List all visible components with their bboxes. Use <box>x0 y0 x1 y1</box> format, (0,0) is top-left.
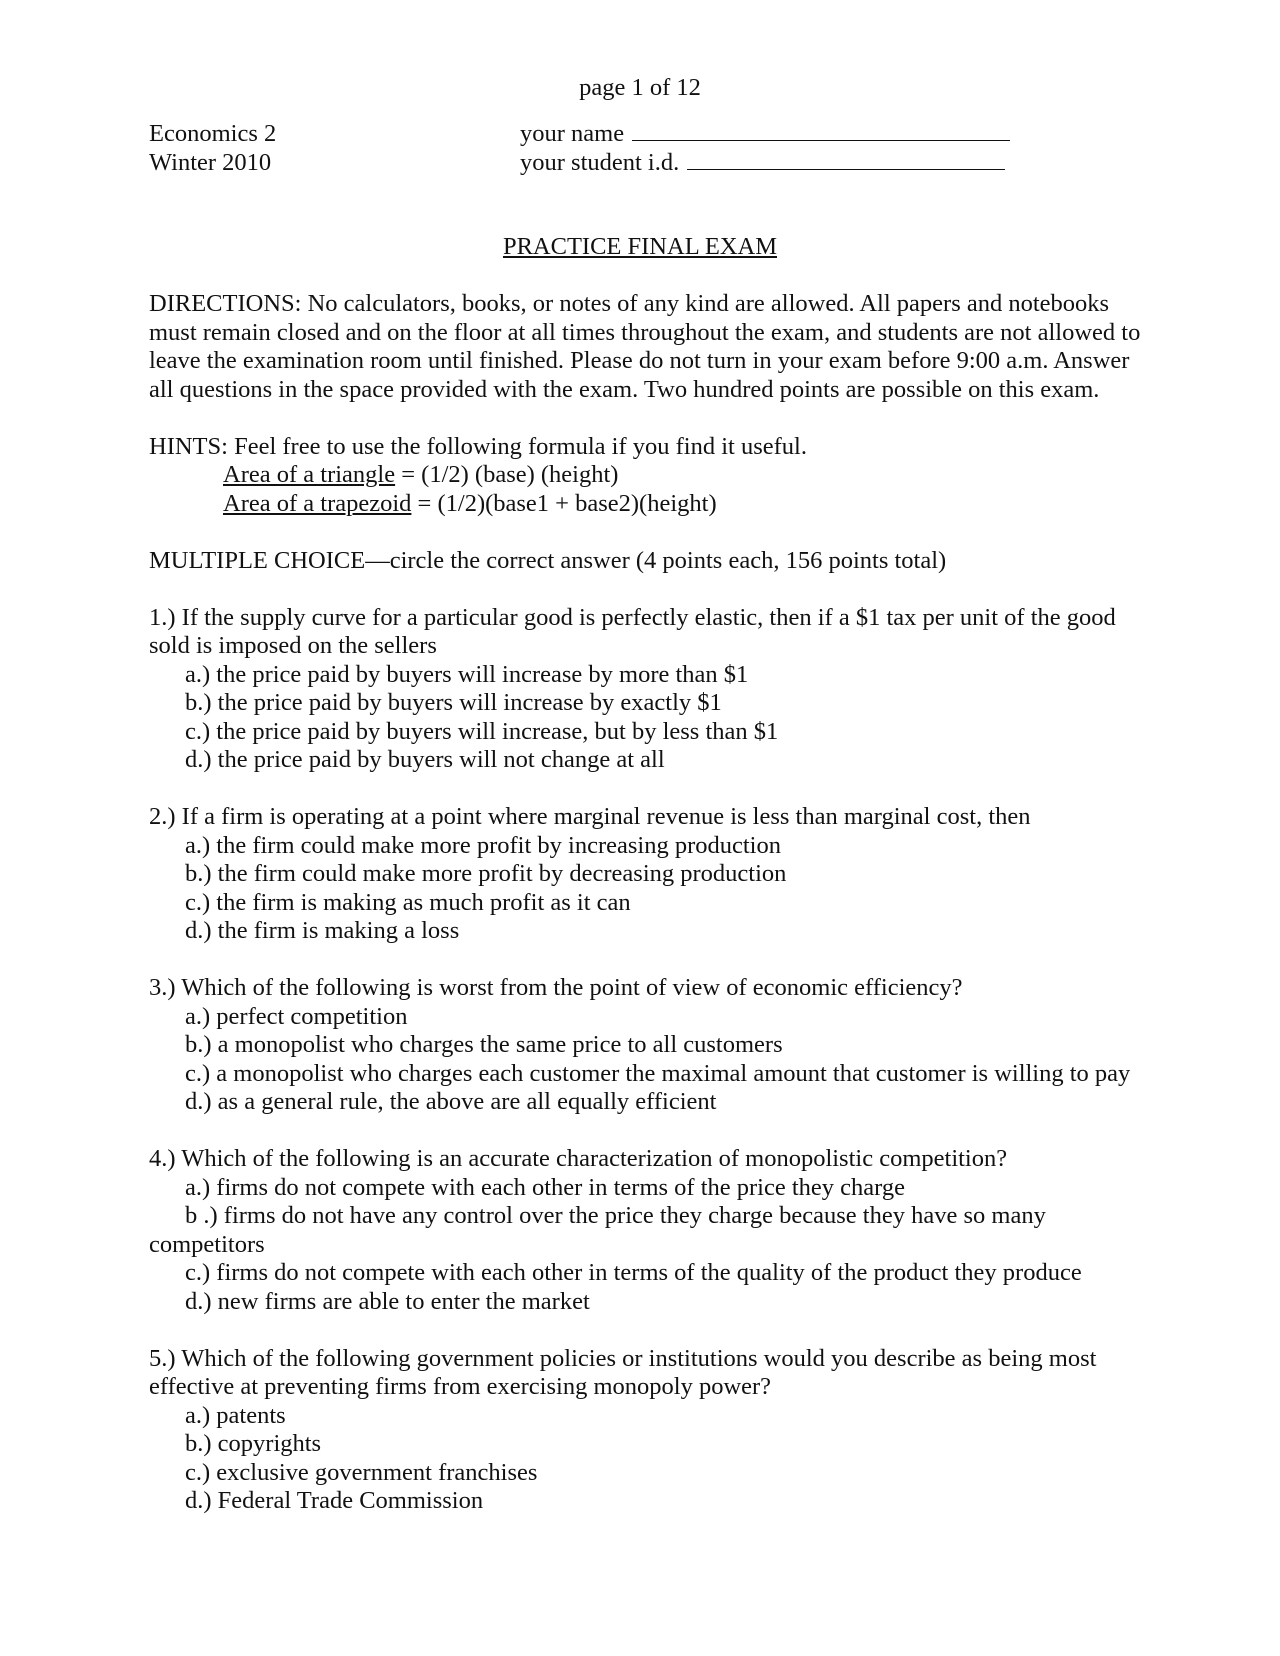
answer-option-continuation: competitors <box>149 1230 265 1258</box>
id-label: your student i.d. <box>520 148 680 176</box>
course-term: Winter 2010 <box>149 148 272 176</box>
trapezoid-label: Area of a trapezoid <box>223 489 412 517</box>
answer-option[interactable]: d.) the price paid by buyers will not change at all <box>185 746 665 773</box>
course-name: Economics 2 <box>149 120 277 147</box>
course-info <box>149 120 276 177</box>
hints-intro: HINTS: Feel free to use the following formula if you find it useful. <box>149 432 807 460</box>
name-field-row <box>520 120 1010 149</box>
triangle-label: Area of a triangle <box>223 461 396 488</box>
question-stem: 3.) Which of the following is worst from the point of view of economic efficiency? <box>149 974 963 1001</box>
question <box>149 974 1159 1117</box>
answer-option[interactable]: c.) the firm is making as much profit as it can <box>185 888 631 916</box>
page-number: page 1 of 12 <box>579 74 701 101</box>
trapezoid-formula: = (1/2)(base1 + base2)(height) <box>411 489 717 517</box>
id-blank[interactable] <box>687 151 1005 170</box>
answer-option[interactable]: a.) perfect competition <box>185 1002 408 1030</box>
answer-option[interactable]: a.) patents <box>185 1401 286 1429</box>
question-stem: 5.) Which of the following government policies or institutions would you describe as being most effective at preventing firms from exercising monopoly power? <box>149 1344 1097 1400</box>
question <box>149 1145 1159 1316</box>
student-info-fields <box>520 120 1010 177</box>
answer-option[interactable]: a.) the firm could make more profit by increasing production <box>185 831 781 859</box>
question-stem: 2.) If a firm is operating at a point where marginal revenue is less than marginal cost, then <box>149 803 1031 830</box>
answer-option[interactable]: c.) a monopolist who charges each customer the maximal amount that customer is willing to pay <box>185 1059 1131 1087</box>
triangle-formula: = (1/2) (base) (height) <box>395 461 619 488</box>
answer-option[interactable]: d.) new firms are able to enter the market <box>185 1287 590 1315</box>
exam-body <box>149 290 1159 1516</box>
answer-option[interactable]: b.) a monopolist who charges the same price to all customers <box>185 1031 783 1058</box>
answer-option[interactable]: d.) as a general rule, the above are all equally efficient <box>185 1088 717 1115</box>
name-label: your name <box>520 120 625 147</box>
page-title-row <box>0 233 1280 262</box>
answer-option[interactable]: c.) exclusive government franchises <box>185 1458 538 1486</box>
answer-option[interactable]: d.) the firm is making a loss <box>185 917 460 944</box>
question <box>149 803 1159 946</box>
answer-option[interactable]: b.) the price paid by buyers will increase by exactly $1 <box>185 689 722 716</box>
answer-option[interactable]: c.) the price paid by buyers will increase, but by less than $1 <box>185 717 779 745</box>
answer-option[interactable]: a.) firms do not compete with each other in terms of the price they charge <box>185 1173 905 1201</box>
id-field-row <box>520 149 1010 178</box>
question-stem: 1.) If the supply curve for a particular good is perfectly elastic, then if a $1 tax per unit of the good sold is imposed on the sellers <box>149 603 1116 659</box>
answer-option[interactable]: d.) Federal Trade Commission <box>185 1487 484 1514</box>
question-stem: 4.) Which of the following is an accurate characterization of monopolistic competition? <box>149 1145 1008 1172</box>
page-title: PRACTICE FINAL EXAM <box>502 233 778 260</box>
hint-triangle <box>149 461 1159 490</box>
directions: DIRECTIONS: No calculators, books, or notes of any kind are allowed. All papers and notebooks must remain closed and on the floor at all times throughout the exam, and students are not allowed to leave the examination room until finished. Please do not turn in your exam before 9:00 a.m. Answer all questions in the space provided with the exam. Two hundred points are possible on this exam. <box>149 290 1141 403</box>
hint-trapezoid <box>149 490 1159 519</box>
question <box>149 1345 1159 1516</box>
section-heading: MULTIPLE CHOICE—circle the correct answer (4 points each, 156 points total) <box>149 546 947 574</box>
answer-option[interactable]: a.) the price paid by buyers will increase by more than $1 <box>185 660 749 688</box>
answer-option[interactable]: b.) copyrights <box>185 1430 322 1457</box>
answer-option[interactable]: b.) the firm could make more profit by decreasing production <box>185 860 787 887</box>
name-blank[interactable] <box>632 122 1010 141</box>
question <box>149 604 1159 775</box>
answer-option[interactable]: c.) firms do not compete with each other in terms of the quality of the product they produce <box>185 1259 1082 1286</box>
answer-option[interactable]: b .) firms do not have any control over the price they charge because they have so many <box>185 1202 1046 1229</box>
